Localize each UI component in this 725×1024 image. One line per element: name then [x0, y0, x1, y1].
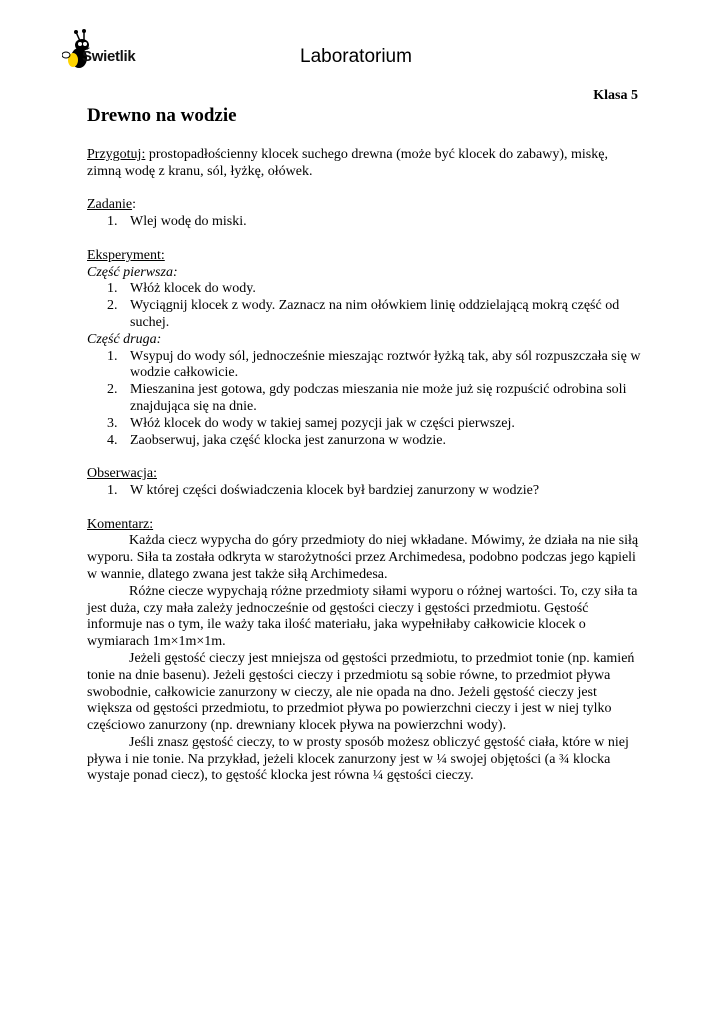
- komentarz-paragraph: Jeżeli gęstość cieczy jest mniejsza od gęstości przedmiotu, to przedmiot tonie (np. kamień tonie na dnie basenu). Jeżeli gęstości cieczy i przedmiotu są sobie równe, to przedmiot pływa swobodnie, całkowicie zanurzony w cieczy, ale nie opada na dno. Jeżeli gęstość cieczy jest większa od gęstości przedmiotu, to przedmiot pływa po powierzchni cieczy i jest w niej tylko częściowo zanurzony (np. drewniany klocek pływa na powierzchni wody).: [87, 650, 635, 734]
- komentarz-heading: Komentarz:: [87, 516, 154, 532]
- przygotuj-section: [87, 147, 642, 181]
- list-item: 4. Zaobserwuj, jaka część klocka jest zanurzona w wodzie.: [107, 432, 447, 448]
- class-label: Klasa 5: [593, 88, 638, 103]
- document-title: Drewno na wodzie: [87, 105, 237, 126]
- zadanie-colon: :: [132, 197, 136, 213]
- part2-list: [87, 349, 642, 450]
- header-title: Laboratorium: [300, 46, 412, 67]
- zadanie-label: Zadanie: [87, 197, 133, 213]
- obserwacja-list: [87, 483, 642, 500]
- part1-list: [87, 281, 642, 331]
- list-item: 1. Wsypuj do wody sól, jednocześnie mieszając roztwór łyżką tak, aby sól rozpuszczała się w wodzie całkowicie.: [107, 348, 641, 381]
- logo-text: Świetlik: [82, 48, 136, 65]
- part2-heading: Część druga:: [87, 331, 162, 347]
- list-item: 3. Włóż klocek do wody w takiej samej pozycji jak w części pierwszej.: [107, 415, 515, 431]
- przygotuj-label: Przygotuj:: [87, 147, 146, 162]
- part1-heading: Część pierwsza:: [87, 264, 178, 280]
- list-item: 1. Włóż klocek do wody.: [107, 281, 256, 297]
- zadanie-list: [87, 214, 642, 231]
- list-item: 2. Wyciągnij klocek z wody. Zaznacz na nim ołówkiem linię oddzielającą mokrą część od suchej.: [107, 298, 620, 330]
- document-content: [87, 104, 642, 785]
- list-item: 1. Wlej wodę do miski.: [107, 214, 247, 230]
- komentarz-paragraph: Różne ciecze wypychają różne przedmioty siłami wyporu o różnej wartości. To, czy siła ta jest duża, czy mała zależy jednocześnie od gęstości cieczy i gęstości przedmiotu. Gęstość informuje nas o tym, ile waży taka ilość materiału, jaka wypełniłaby całkowicie klocek o wymiarach 1m×1m×1m.: [87, 583, 638, 650]
- eksperyment-heading: Eksperyment:: [87, 247, 165, 263]
- komentarz-paragraph: Każda ciecz wypycha do góry przedmioty do niej wkładane. Mówimy, że działa na nie siłą wyporu. Siła ta została odkryta w starożytności przez Archimedesa, podobno podczas jego kąpieli w wannie, dlatego zwana jest także siłą Archimedesa.: [87, 533, 639, 582]
- obserwacja-heading: Obserwacja:: [87, 466, 157, 482]
- komentarz-paragraph: Jeśli znasz gęstość cieczy, to w prosty sposób możesz obliczyć gęstość ciała, które w niej pływa i nie tonie. Na przykład, jeżeli klocek zanurzony jest w ¼ swojej objętości (a ¾ klocka wystaje ponad ciecz), to gęstość klocka jest równa ¼ gęstości cieczy.: [87, 734, 629, 784]
- list-item: 2. Mieszanina jest gotowa, gdy podczas mieszania nie może już się rozpuścić odrobina soli znajdująca się na dnie.: [107, 382, 627, 414]
- przygotuj-text: prostopadłościenny klocek suchego drewna (może być klocek do zabawy), miskę, zimną wodę z kranu, sól, łyżkę, ołówek.: [87, 147, 608, 179]
- list-item: 1. W której części doświadczenia klocek był bardziej zanurzony w wodzie?: [107, 482, 540, 498]
- zadanie-heading: [87, 197, 642, 214]
